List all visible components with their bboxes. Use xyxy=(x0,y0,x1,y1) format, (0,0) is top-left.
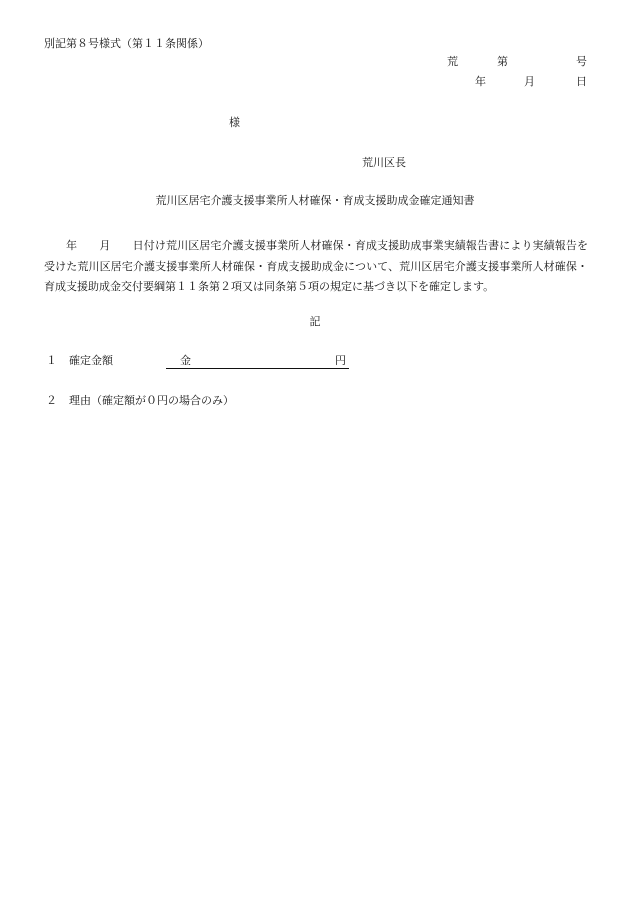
ki-heading: 記 xyxy=(309,315,321,328)
item-2-label: 理由（確定額が０円の場合のみ） xyxy=(69,394,234,407)
amount-field xyxy=(166,355,349,369)
amount-prefix: 金 xyxy=(180,354,191,367)
amount-suffix: 円 xyxy=(335,354,346,367)
document-title: 荒川区居宅介護支援事業所人材確保・育成支援助成金確定通知書 xyxy=(155,194,475,207)
item-1-number: １ xyxy=(46,354,57,367)
date-month: 月 xyxy=(524,75,535,88)
form-label: 別記第８号様式（第１１条関係） xyxy=(44,37,209,50)
date-year: 年 xyxy=(475,75,486,88)
issuer: 荒川区長 xyxy=(362,156,406,169)
item-2-number: ２ xyxy=(46,394,57,407)
doc-number-go: 号 xyxy=(576,55,587,68)
item-1-label: 確定金額 xyxy=(69,354,113,367)
addressee-suffix: 様 xyxy=(229,116,240,129)
body-paragraph: 年 月 日付け荒川区居宅介護支援事業所人材確保・育成支援助成事業実績報告書により実績報告を受けた荒川区居宅介護支援事業所人材確保・育成支援助成金について、荒川区居宅介護支援事業所人材確保・育成支援助成金交付要綱第１１条第２項又は同条第５項の規定に基づき以下を確定します。 xyxy=(44,239,588,293)
doc-number-ara: 荒 xyxy=(447,55,458,68)
date-day: 日 xyxy=(576,75,587,88)
doc-number-dai: 第 xyxy=(497,55,508,68)
